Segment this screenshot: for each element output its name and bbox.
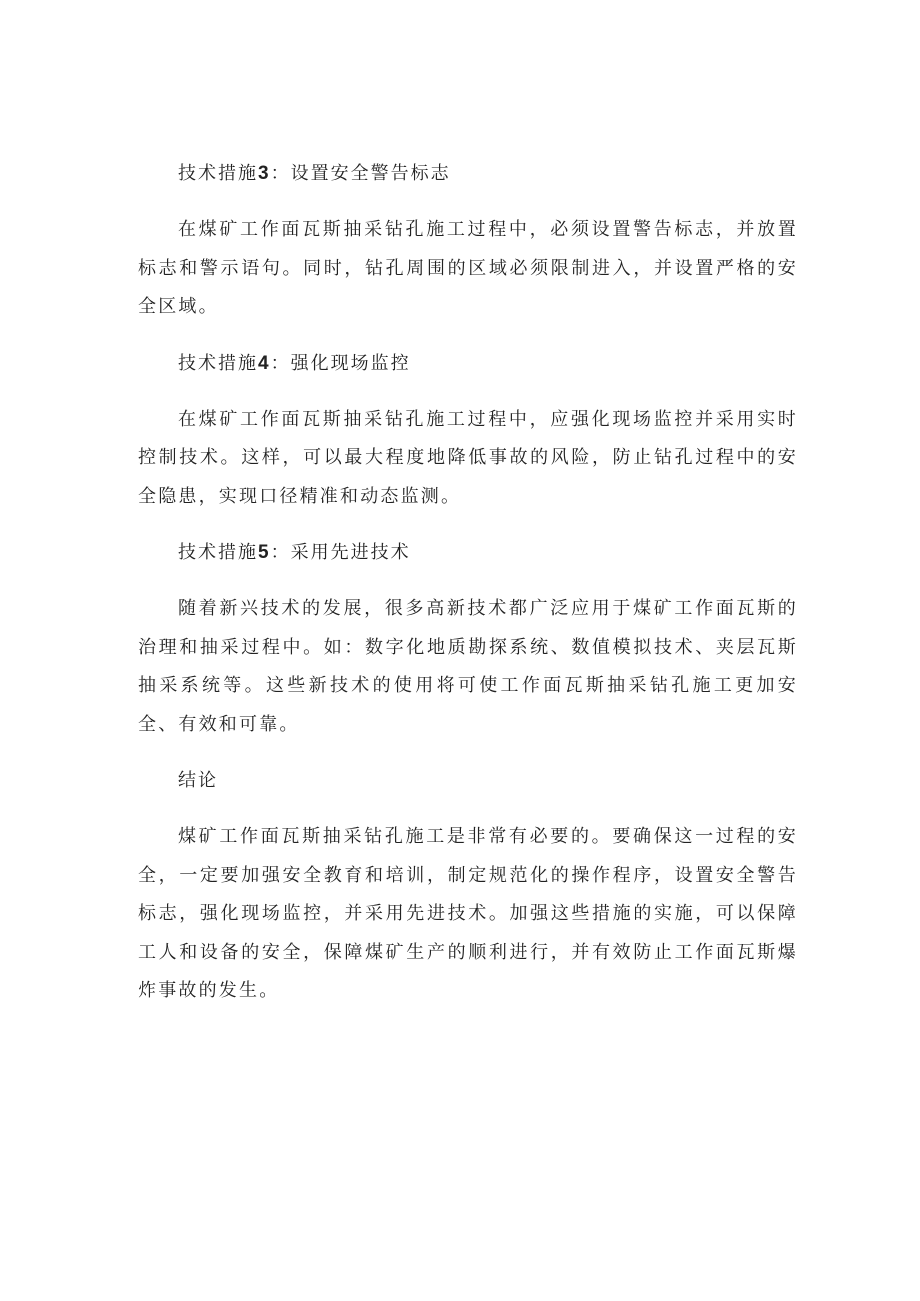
conclusion-heading: 结论 xyxy=(178,770,218,791)
section-paragraph-measure-4: 在煤矿工作面瓦斯抽采钻孔施工过程中，应强化现场监控并采用实时控制技术。这样，可以最大程度地降低事故的风险，防止钻孔过程中的安全隐患，实现口径精准和动态监测。 xyxy=(138,408,798,507)
heading-separator: ： xyxy=(270,542,291,563)
heading-number: 5 xyxy=(258,542,271,563)
document-body xyxy=(138,156,798,1030)
section-paragraph-measure-3: 在煤矿工作面瓦斯抽采钻孔施工过程中，必须设置警告标志，并放置标志和警示语句。同时，钻孔周围的区域必须限制进入，并设置严格的安全区域。 xyxy=(138,219,798,317)
heading-number: 3 xyxy=(258,163,271,184)
heading-separator: ： xyxy=(270,352,291,374)
heading-prefix: 技术措施 xyxy=(178,352,258,374)
heading-text: 设置安全警告标志 xyxy=(290,163,451,184)
section-heading-measure-5 xyxy=(138,535,798,571)
heading-prefix: 技术措施 xyxy=(178,163,258,184)
heading-number: 4 xyxy=(258,352,271,374)
heading-prefix: 技术措施 xyxy=(178,542,258,563)
heading-text: 采用先进技术 xyxy=(290,542,411,563)
section-paragraph-measure-5: 随着新兴技术的发展，很多高新技术都广泛应用于煤矿工作面瓦斯的治理和抽采过程中。如：数字化地质勘探系统、数值模拟技术、夹层瓦斯抽采系统等。这些新技术的使用将可使工作面瓦斯抽采钻孔施工更加安全、有效和可靠。 xyxy=(138,598,798,735)
section-heading-measure-3 xyxy=(138,156,798,192)
section-heading-measure-4 xyxy=(138,346,798,382)
heading-separator: ： xyxy=(270,163,291,184)
conclusion-paragraph: 煤矿工作面瓦斯抽采钻孔施工是非常有必要的。要确保这一过程的安全，一定要加强安全教育和培训，制定规范化的操作程序，设置安全警告标志，强化现场监控，并采用先进技术。加强这些措施的实施，可以保障工人和设备的安全，保障煤矿生产的顺利进行，并有效防止工作面瓦斯爆炸事故的发生。 xyxy=(138,826,798,1001)
heading-text: 强化现场监控 xyxy=(290,352,411,374)
